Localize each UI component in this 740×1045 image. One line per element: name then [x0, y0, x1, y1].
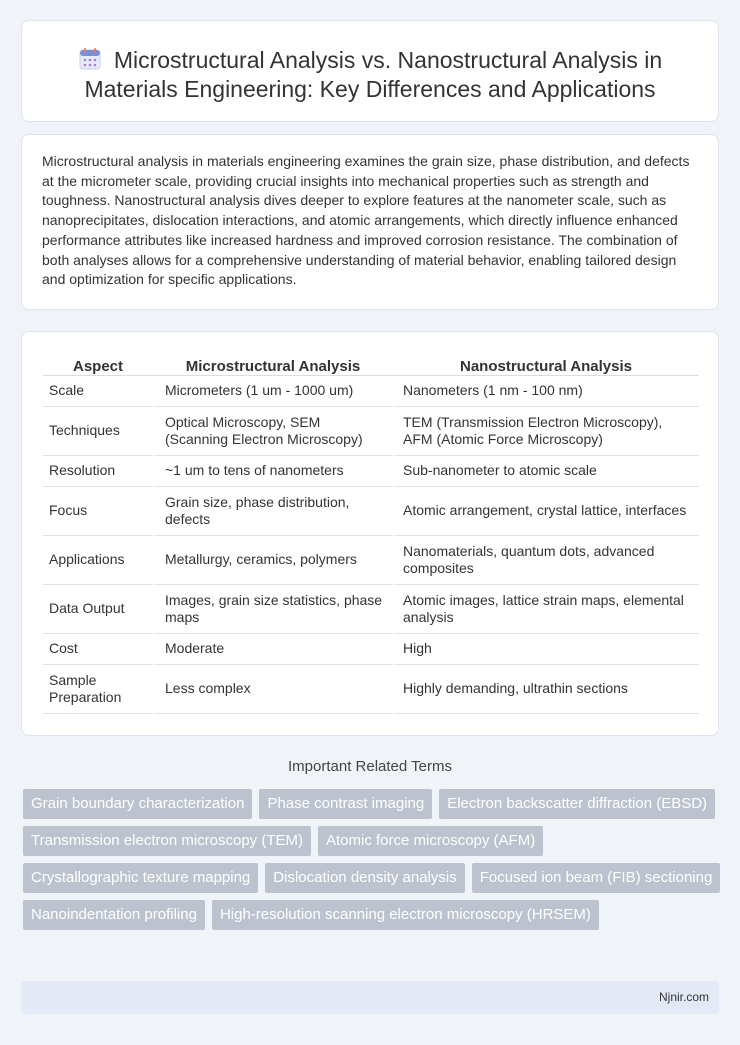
- related-term-tag[interactable]: Transmission electron microscopy (TEM): [23, 826, 311, 856]
- related-term-tag[interactable]: High-resolution scanning electron microscopy (HRSEM): [212, 900, 599, 930]
- column-header-micro: Microstructural Analysis: [153, 352, 393, 376]
- intro-paragraph: Microstructural analysis in materials engineering examines the grain size, phase distribution, and defects at the micrometer scale, providing crucial insights into mechanical properties such as strength and toughness. Nanostructural analysis dives deeper to explore features at the nanometer scale, such as nanoprecipitates, dislocation interactions, and atomic arrangements, which directly influence enhanced performance attributes like increased hardness and improved corrosion resistance. The combination of both analyses allows for a comprehensive understanding of material behavior, enabling tailored design and optimization for specific applications.: [42, 153, 690, 288]
- related-terms-heading: Important Related Terms: [288, 758, 452, 775]
- table-cell-aspect: Resolution: [43, 456, 153, 487]
- table-row: [43, 376, 699, 407]
- table-cell-aspect: Scale: [43, 376, 153, 407]
- table-cell-micro: Moderate: [153, 634, 393, 665]
- intro-card: [21, 134, 719, 310]
- footer: [21, 981, 719, 1014]
- related-term-tag[interactable]: Phase contrast imaging: [259, 789, 432, 819]
- related-term-tag[interactable]: Crystallographic texture mapping: [23, 863, 258, 893]
- table-cell-nano: Atomic arrangement, crystal lattice, interfaces: [393, 487, 699, 536]
- title-card: [21, 20, 719, 122]
- table-cell-nano: Sub-nanometer to atomic scale: [393, 456, 699, 487]
- table-cell-aspect: Cost: [43, 634, 153, 665]
- table-cell-nano: TEM (Transmission Electron Microscopy), AFM (Atomic Force Microscopy): [393, 407, 699, 456]
- table-cell-micro: Grain size, phase distribution, defects: [153, 487, 393, 536]
- column-header-aspect: Aspect: [43, 352, 153, 376]
- table-cell-micro: Optical Microscopy, SEM (Scanning Electron Microscopy): [153, 407, 393, 456]
- table-cell-micro: Metallurgy, ceramics, polymers: [153, 536, 393, 585]
- comparison-table-card: [21, 331, 719, 736]
- related-term-tag[interactable]: Nanoindentation profiling: [23, 900, 205, 930]
- table-cell-aspect: Focus: [43, 487, 153, 536]
- related-term-tag[interactable]: Electron backscatter diffraction (EBSD): [439, 789, 715, 819]
- calendar-icon: [78, 47, 102, 71]
- table-cell-nano: Nanometers (1 nm - 100 nm): [393, 376, 699, 407]
- column-header-nano: Nanostructural Analysis: [393, 352, 699, 376]
- table-cell-nano: Atomic images, lattice strain maps, elemental analysis: [393, 585, 699, 634]
- table-cell-micro: Less complex: [153, 665, 393, 714]
- table-row: [43, 407, 699, 456]
- table-header-row: [43, 352, 699, 376]
- table-row: [43, 585, 699, 634]
- table-row: [43, 487, 699, 536]
- table-cell-aspect: Sample Preparation: [43, 665, 153, 714]
- related-term-tag[interactable]: Dislocation density analysis: [265, 863, 464, 893]
- page-title-text: Microstructural Analysis vs. Nanostructural Analysis in Materials Engineering: Key Differences and Applications: [84, 47, 663, 102]
- table-row: [43, 456, 699, 487]
- related-term-tag[interactable]: Atomic force microscopy (AFM): [318, 826, 543, 856]
- related-term-tag[interactable]: Focused ion beam (FIB) sectioning: [472, 863, 721, 893]
- page-title: [22, 46, 718, 104]
- table-cell-micro: Micrometers (1 um - 1000 um): [153, 376, 393, 407]
- table-cell-aspect: Applications: [43, 536, 153, 585]
- table-cell-nano: High: [393, 634, 699, 665]
- comparison-table: [43, 352, 699, 714]
- table-row: [43, 536, 699, 585]
- footer-site-link[interactable]: Njnir.com: [658, 990, 709, 1004]
- related-term-tag[interactable]: Grain boundary characterization: [23, 789, 252, 819]
- table-row: [43, 665, 699, 714]
- table-cell-micro: ~1 um to tens of nanometers: [153, 456, 393, 487]
- table-row: [43, 634, 699, 665]
- table-cell-nano: Highly demanding, ultrathin sections: [393, 665, 699, 714]
- related-terms-list: [23, 789, 723, 930]
- table-cell-aspect: Techniques: [43, 407, 153, 456]
- table-cell-micro: Images, grain size statistics, phase maps: [153, 585, 393, 634]
- table-cell-nano: Nanomaterials, quantum dots, advanced composites: [393, 536, 699, 585]
- table-cell-aspect: Data Output: [43, 585, 153, 634]
